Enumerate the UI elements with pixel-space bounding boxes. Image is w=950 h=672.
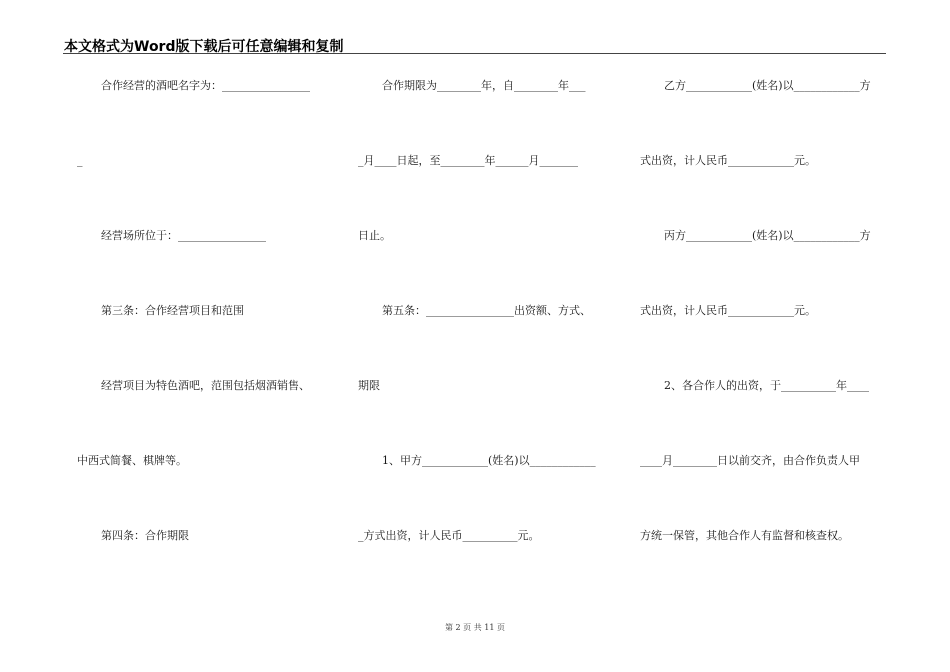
middle-line-1: 合作期限为________年，自________年___ xyxy=(382,79,586,92)
middle-line-7: _方式出资，计人民币__________元。 xyxy=(358,529,540,542)
middle-line-3: 日止。 xyxy=(358,229,391,242)
right-line-2: 式出资，计人民币____________元。 xyxy=(640,154,816,167)
left-line-7: 第四条：合作期限 xyxy=(101,529,189,542)
middle-line-5: 期限 xyxy=(358,379,380,392)
right-line-4: 式出资，计人民币____________元。 xyxy=(640,304,816,317)
right-line-1: 乙方____________(姓名)以____________方 xyxy=(664,79,871,92)
middle-line-2: _月____日起，至________年______月_______ xyxy=(358,154,578,167)
right-line-5: 2、各合作人的出资，于__________年____ xyxy=(664,379,869,392)
middle-line-6: 1、甲方____________(姓名)以____________ xyxy=(382,454,596,467)
right-line-7: 方统一保管，其他合作人有监督和核查权。 xyxy=(640,529,849,542)
middle-line-4: 第五条：________________出资额、方式、 xyxy=(382,304,591,317)
left-line-3: 经营场所位于：________________ xyxy=(101,229,266,242)
header-divider xyxy=(63,53,886,54)
left-line-6: 中西式简餐、棋牌等。 xyxy=(77,454,187,467)
right-line-3: 丙方____________(姓名)以____________方 xyxy=(664,229,871,242)
right-line-6: ____月________日以前交齐，由合作负责人甲 xyxy=(640,454,860,467)
page-number: 第 2 页 共 11 页 xyxy=(445,623,505,632)
left-line-5: 经营项目为特色酒吧，范围包括烟酒销售、 xyxy=(101,379,310,392)
document-header-title: 本文格式为Word版下载后可任意编辑和复制 xyxy=(64,39,344,55)
left-line-1: 合作经营的酒吧名字为：________________ xyxy=(101,79,310,92)
left-line-4: 第三条：合作经营项目和范围 xyxy=(101,304,244,317)
left-line-2: _ xyxy=(77,154,83,167)
